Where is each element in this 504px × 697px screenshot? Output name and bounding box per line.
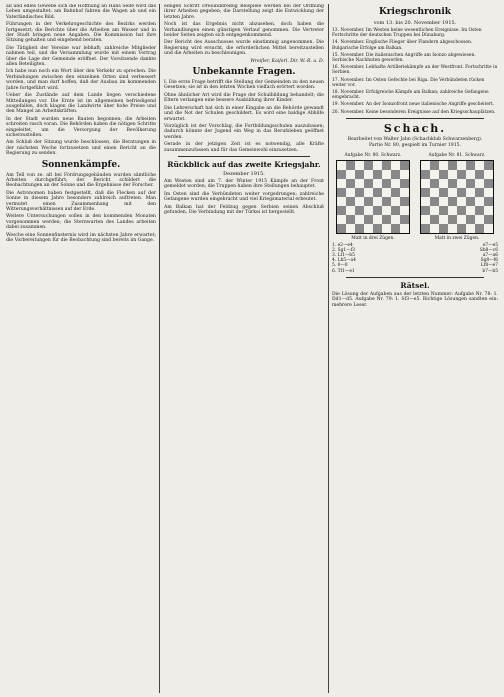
list-item: 14. November. Englische Flieger über Flandern abgeschossen. Bulgarische Erfolge am Balkan. (332, 40, 473, 51)
list-item: 17. November. Im Osten Gefechte bei Riga. Die Verbündeten rücken weiter vor. (332, 77, 485, 88)
section-heading: Sonnenkämpfe. (41, 159, 121, 170)
divider (346, 277, 484, 278)
article-paragraph: Die Lehrerschaft hat sich in einer Eingabe an die Behörde gewandt und die Not der Schulen geschildert. Es wird eine baldige Abhilfe erwartet. (164, 105, 324, 122)
chess-diagram (418, 153, 496, 241)
black-move: e7—e5 (482, 242, 498, 248)
section-heading: Rückblick auf das zweite Kriegsjahr. (167, 159, 321, 169)
white-move: 1. e2—e4 (332, 242, 353, 248)
move-row (332, 269, 498, 274)
section-heading: Kriegschronik (378, 7, 452, 17)
chess-caption: Bearbeitet von Walter Jahn (Schachklub Schwarzenberg). (347, 136, 483, 142)
column-rule (159, 4, 160, 693)
white-move: 3. Lf1—b5 (332, 253, 355, 259)
list-item: 18. November. Erfolgreiche Kämpfe am Balkan; zahlreiche Gefangene eingebracht. (332, 90, 489, 101)
article-paragraph: Ohne ähnlicher Art wird die Frage der Schulbildung behandelt; die Eltern verlangen eine bessere Ausbildung ihrer Kinder. (164, 92, 324, 104)
black-move: Lf8—e7 (480, 263, 498, 269)
section-heading: Unbekannte Fragen. (192, 67, 296, 78)
article-paragraph: Die Tätigkeit der Vereine war lebhaft; zahlreiche Mitglieder nahmen teil, und die Versammlung wurde mit einem Vortrag über die Lage der Gemeinde eröffnet. Der Vorsitzende dankte allen Beteiligten. (6, 45, 156, 68)
white-move: 2. Sg1—f3 (332, 247, 356, 253)
chess-diagrams (334, 153, 496, 241)
article-paragraph: einigen Schritt Dreiunddreißig Beispiele werden bei der Ordnung ihrer Arbeiten gegeben; die Darstellung zeigt die Entwicklung der letzten Jahre. (164, 4, 324, 20)
article-paragraph: Weitere Untersuchungen sollen in den kommenden Monaten vorgenommen werden; die Sternwarten des Landes arbeiten dabei zusammen. (6, 214, 156, 231)
article-paragraph: Im Osten sind die Verbündeten weiter vorgedrungen; zahlreiche Gefangene wurden eingebracht und viel Kriegsmaterial erbeutet. (164, 191, 324, 203)
middle-column (164, 4, 324, 693)
list-item: 19. November. An der Isonzofront neue italienische Angriffe gescheitert. (332, 102, 495, 108)
white-move: 5. 0—0 (332, 263, 348, 269)
chess-game-caption: Partie Nr. 80, gespielt im Turnier 1915. (368, 143, 462, 149)
black-move: a7—a6 (482, 253, 498, 259)
list-item: 15. November. Die italienischen Angriffe am Isonzo abgewiesen. Serbische Nachhuten geworfen. (332, 52, 476, 64)
diagram-caption: Matt in zwei Zügen. (434, 235, 480, 241)
section-subheading: vom 13. bis 20. November 1915. (373, 20, 457, 26)
diagram-heading: Aufgabe Nr. 80. Schwarz. (344, 152, 402, 158)
article-paragraph: Noch ist das Ergebnis nicht abzusehen, doch haben die Verhandlungen einen günstigen Verlauf genommen. Die Vertreter beider Seiten zeigten sich entgegenkommend. (164, 22, 324, 39)
section-subheading: Dezember 1915. (223, 170, 265, 177)
article-paragraph: Am Westen sind am 7. der Winter 1915 Kämpfe an der Front gemeldet worden; die Truppen haben ihre Stellungen behauptet. (164, 178, 324, 190)
article-paragraph: Führungen in der Verkehrsgeschichte des Bezirks werden fortgesetzt; die Berichte über die Arbeiten am Wasser und in der Stadt bringen neue Angaben. Die Kommission hat ihre Sitzung gehalten und eingehend beraten. (6, 22, 156, 44)
black-move: Sb8—c6 (479, 247, 498, 253)
list-item: 16. November. Lebhafte Artilleriekämpfe an der Westfront. Fortschritte in Serbien. (332, 65, 498, 76)
article-paragraph: Am Balkan hat der Feldzug gegen Serbien seinen Abschluß gefunden. Die Verbindung mit der Türkei ist hergestellt. (164, 204, 324, 215)
right-column (332, 4, 498, 693)
article-paragraph: In der Stadt wurden neue Bauten begonnen; die Arbeiten schreiten rasch voran. Die Behörden haben die nötigen Schritte eingeleitet, um die Versorgung der Bevölkerung sicherzustellen. (6, 116, 156, 138)
chess-heading: Schach. (383, 121, 447, 135)
article-paragraph: all und edles Gewebe sich die Hoffnung an Hans Seife wird das Leben umgestaltet; am Bahnhof fahren die Wagen ab und ein Vaterländisches Bild. (6, 4, 156, 20)
chess-board (336, 160, 410, 234)
column-rule (328, 4, 329, 693)
article-paragraph: Am Schluß der Sitzung wurde beschlossen, die Beratungen in der nächsten Woche fortzusetzen und einen Bericht an die Regierung zu senden. (6, 140, 156, 157)
divider (346, 118, 484, 119)
article-paragraph: Die Astronomen haben festgestellt, daß die Flecken auf der Sonne in diesem Jahre besonders zahlreich auftreten. Man vermutet einen Zusammenhang mit den Witterungsverhältnissen auf der Erde. (6, 190, 156, 212)
list-item: 13. November. Im Westen keine wesentlichen Ereignisse. Im Osten Fortschritte der deutschen Truppen bei Dünaburg. (332, 28, 482, 39)
black-move: Sg8—f6 (480, 258, 498, 264)
left-column (6, 4, 156, 693)
article-paragraph: Ueber die Zustände auf dem Lande liegen verschiedene Mitteilungen vor. Die Ernte ist im allgemeinen befriedigend ausgefallen, doch klagen die Landwirte über hohe Preise und den Mangel an Arbeitskräften. (6, 93, 156, 115)
article-paragraph: Ich habe nun noch ein Wort über den Verkehr zu sprechen. Die Verbindungen zwischen den einzelnen Orten sind verbessert worden, und man darf hoffen, daß der Ausbau im kommenden Jahre fortgeführt wird. (6, 69, 156, 91)
divider (178, 156, 310, 157)
move-list (332, 243, 498, 274)
list-item: 20. November. Keine besonderen Ereignisse auf den Kriegsschauplätzen. (332, 109, 496, 115)
article-paragraph: Gerade in der jetzigen Zeit ist es notwendig, alle Kräfte zusammenzufassen und für das Gemeinwohl einzusetzen. (164, 142, 324, 153)
article-paragraph: Die Lösung der Aufgaben aus der letzten Nummer: Aufgabe Nr. 78: 1. Dd1—d5. Aufgabe Nr. 79: 1. Sf3—e5. Richtige Lösungen sandten ein: mehrere Leser. (332, 291, 498, 308)
section-heading: Rätsel. (400, 280, 430, 290)
article-paragraph: Der Bericht des Ausschusses wurde einstimmig angenommen. Die Regierung wird ersucht, die erforderlichen Mittel bereitzustellen und die Arbeiten zu beschleunigen. (164, 40, 324, 57)
diagram-caption: Matt in drei Zügen. (351, 235, 395, 241)
article-paragraph: I. Die erste Frage betrifft die Stellung der Gemeinden zu den neuen Gesetzen; sie ist in den letzten Wochen vielfach erörtert worden. (164, 80, 324, 91)
article-paragraph: Wesche eine Sonnenfinsternis wird im nächsten Jahre erwartet; die Vorbereitungen für die Beobachtung sind bereits im Gange. (6, 232, 156, 244)
chess-board (420, 160, 494, 234)
article-paragraph: Am Tell von ze. alt bei Fördrungsgebäuden wurden sämtliche Arbeiten durchgeführt; der Bericht schildert die Beobachtungen an der Sonne und die Ergebnisse der Forscher. (6, 172, 156, 189)
white-move: 4. Lb5—a4 (332, 258, 356, 264)
chronicle-list (332, 28, 498, 115)
article-paragraph: Vorzüglich ist der Vorschlag, die Fortbildungsschulen auszubauen; dadurch könnte der Jugend ein Weg in das Berufsleben geöffnet werden. (164, 123, 324, 140)
article-signature: Wreiſler, Kaiſerl. Dir. W.-R. a. D. (250, 58, 324, 64)
diagram-heading: Aufgabe Nr. 81. Schwarz. (428, 152, 486, 158)
chess-diagram (334, 153, 412, 241)
black-move: b7—b5 (482, 268, 498, 274)
white-move: 6. Tf1—e1 (332, 268, 355, 274)
